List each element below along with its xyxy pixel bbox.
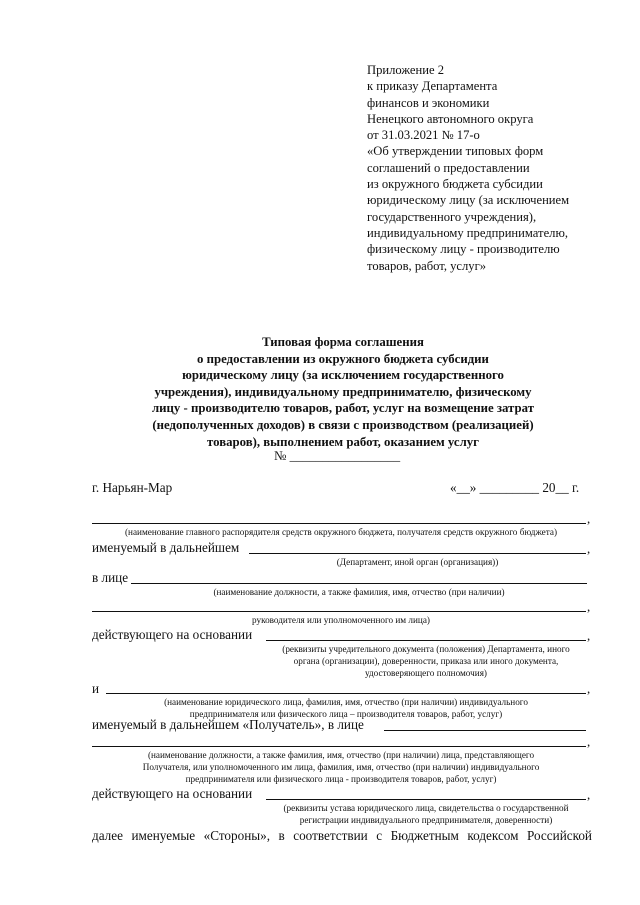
caption-line: (наименование должности, а также фамилия, имя, отчество (при наличии) лица, представляющего	[147, 750, 535, 760]
appendix-line: юридическому лицу (за исключением	[367, 193, 570, 208]
place-of-signing: г. Нарьян-Мар	[92, 480, 173, 495]
title-line: юридическому лицу (за исключением государственного	[182, 368, 504, 383]
caption-recipient	[92, 749, 590, 786]
appendix-line: физическому лицу - производителю	[367, 242, 560, 257]
appendix-line: государственного учреждения),	[367, 209, 537, 224]
appendix-line: Приложение 2	[367, 63, 445, 77]
label-named: именуемый в дальнейшем	[92, 540, 240, 555]
recipient-person-line	[384, 730, 586, 731]
title-line: товаров), выполнением работ, оказанием услуг	[207, 434, 479, 449]
comma: ,	[587, 681, 591, 696]
caption-charter	[246, 802, 606, 826]
appendix-line: Ненецкого автономного округа	[367, 111, 534, 126]
caption-line: (реквизиты устава юридического лица, свидетельства о государственной	[283, 803, 569, 813]
caption-line: предпринимателя или физического лица - производителя товаров, работ, услуг)	[185, 774, 497, 785]
recipient-name-line	[106, 693, 586, 694]
label-acting-recipient: действующего на основании	[92, 786, 253, 801]
title-line: лицу - производителю товаров, работ, услуг на возмещение затрат	[152, 401, 534, 416]
comma: ,	[587, 734, 591, 749]
title-line: Типовая форма соглашения	[262, 335, 424, 349]
person-line	[131, 583, 587, 584]
appendix-line: соглашений о предоставлении	[367, 160, 530, 175]
title-line: учреждения), индивидуальному предпринимателю, физическому	[154, 384, 532, 399]
caption-line: регистрации индивидуального предпринимателя, доверенности)	[299, 815, 553, 826]
caption-line: удостоверяющего полномочия)	[364, 668, 487, 679]
appendix-line: из окружного бюджета субсидии	[367, 177, 543, 192]
caption-line: Получателя, или уполномоченного им лица, фамилия, имя, отчество (при наличии) индивидуального	[142, 762, 540, 773]
caption-line: (реквизиты учредительного документа (положения) Департамента, иного	[282, 644, 570, 654]
appendix-line: от 31.03.2021 № 17-о	[367, 128, 480, 143]
comma: ,	[587, 787, 591, 802]
document-title	[92, 334, 594, 450]
caption-line: предпринимателя или физического лица – производителя товаров, работ, услуг)	[189, 709, 503, 720]
recipient-person-line-2	[92, 746, 586, 747]
agreement-number: № _________________	[274, 448, 401, 463]
label-in-person: в лице	[92, 570, 129, 585]
comma: ,	[587, 541, 591, 556]
closing-paragraph: далее именуемые «Стороны», в соответствии с Бюджетным кодексом Российской	[92, 828, 592, 843]
comma: ,	[587, 511, 591, 526]
title-line: о предоставлении из окружного бюджета субсидии	[197, 351, 489, 366]
grantor-name-line	[92, 523, 586, 524]
head-line	[92, 611, 586, 612]
acting-recipient-line	[266, 799, 586, 800]
named-line	[249, 553, 586, 554]
label-named-recipient: именуемый в дальнейшем «Получатель», в лице	[92, 717, 364, 732]
caption-head: руководителя или уполномоченного им лица)	[252, 615, 430, 625]
caption-department: (Департамент, иной орган (организация))	[336, 557, 499, 567]
acting-line	[266, 640, 586, 641]
caption-line: (наименование юридического лица, фамилия, имя, отчество (при наличии) индивидуального	[164, 697, 528, 707]
appendix-line: индивидуальному предпринимателю,	[367, 225, 568, 240]
title-line: (недополученных доходов) в связи с производством (реализацией)	[152, 417, 534, 432]
appendix-line: к приказу Департамента	[367, 79, 498, 94]
appendix-block	[367, 62, 569, 274]
comma: ,	[587, 599, 591, 614]
comma: ,	[587, 628, 591, 643]
appendix-line: финансов и экономики	[367, 95, 490, 110]
caption-line: органа (организации), доверенности, приказа или иного документа,	[293, 656, 559, 667]
caption-requisites	[246, 643, 606, 680]
date-of-signing: «__» _________ 20__ г.	[450, 480, 580, 495]
label-and: и	[92, 681, 100, 696]
caption-grantor: (наименование главного распорядителя средств окружного бюджета, получателя средств окружного бюджета)	[124, 527, 558, 537]
caption-position: (наименование должности, а также фамилия, имя, отчество (при наличии)	[213, 587, 505, 597]
appendix-line: «Об утверждении типовых форм	[367, 144, 544, 159]
label-acting: действующего на основании	[92, 627, 253, 642]
appendix-line: товаров, работ, услуг»	[367, 258, 487, 273]
